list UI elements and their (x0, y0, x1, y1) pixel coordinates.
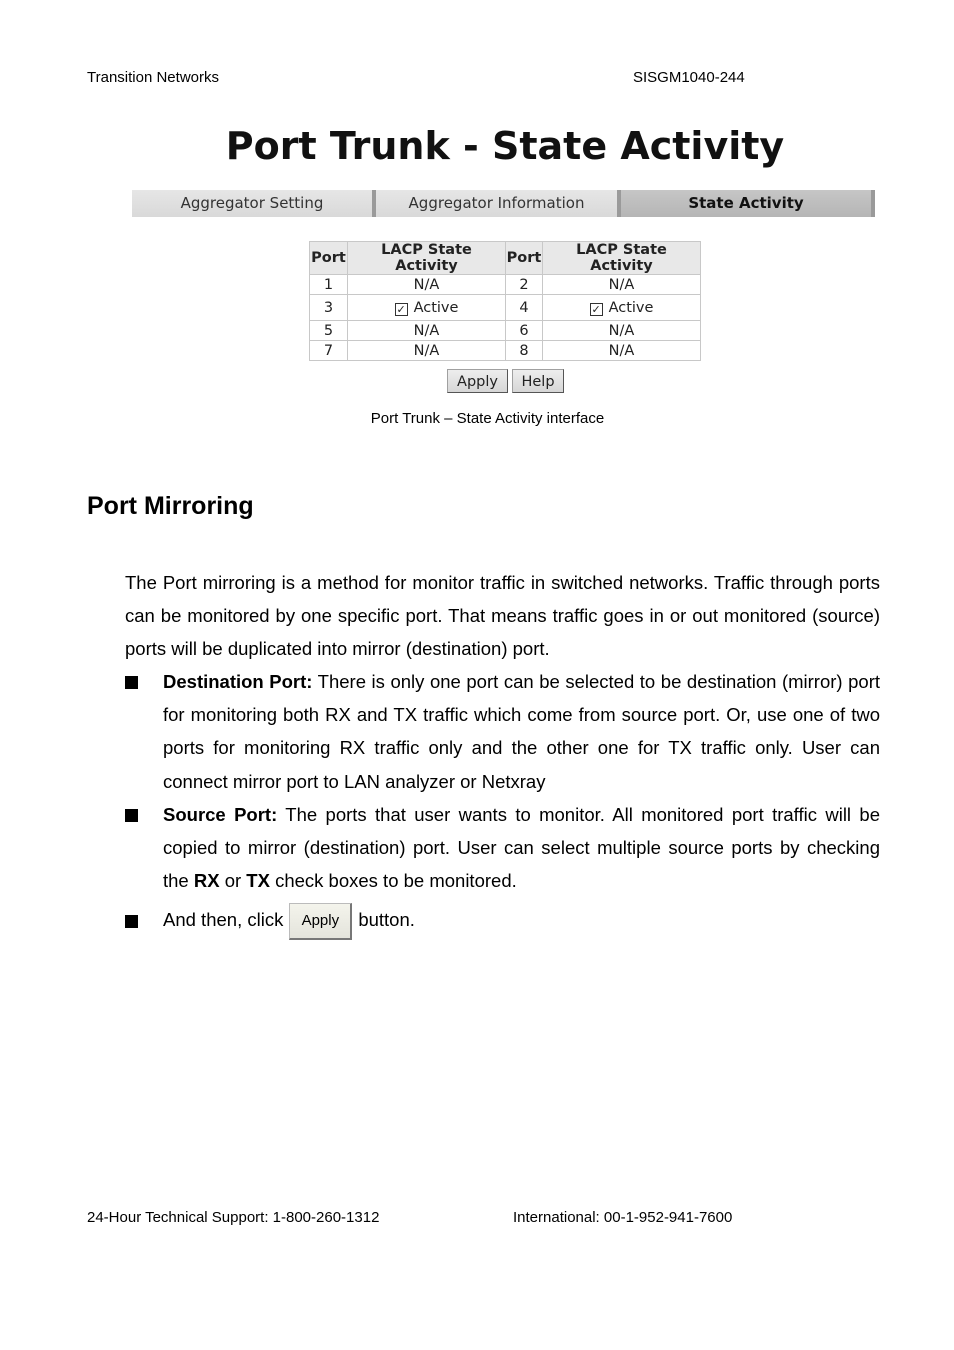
state-cell: N/A (543, 275, 701, 295)
port-cell: 4 (506, 295, 543, 321)
state-cell: N/A (348, 275, 506, 295)
item-text: or (219, 870, 247, 892)
port-cell: 2 (506, 275, 543, 295)
header-model: SISGM1040-244 (633, 69, 745, 86)
term-tx: TX (246, 870, 270, 892)
bullet-square-icon (125, 809, 138, 822)
col-port: Port (310, 242, 348, 275)
list-item-destination-port (163, 665, 880, 798)
table-row (310, 321, 701, 341)
table-row (310, 295, 701, 321)
state-label: Active (413, 299, 459, 316)
port-cell: 8 (506, 341, 543, 361)
help-button[interactable]: Help (512, 369, 564, 393)
figure-caption: Port Trunk – State Activity interface (370, 410, 605, 427)
item-text: check boxes to be monitored. (269, 870, 517, 892)
checkbox-checked-icon[interactable]: ✓ (396, 302, 406, 316)
state-cell: N/A (348, 321, 506, 341)
port-cell: 3 (310, 295, 348, 321)
screen-title: Port Trunk - State Activity (225, 124, 785, 168)
state-activity-table (309, 241, 701, 361)
footer-support: 24-Hour Technical Support: 1-800-260-1312 (87, 1209, 380, 1226)
apply-button[interactable]: Apply (447, 369, 508, 393)
term-rx: RX (193, 870, 220, 892)
state-cell: N/A (348, 341, 506, 361)
inline-apply-button: Apply (289, 903, 352, 940)
list-item-source-port (163, 798, 880, 898)
item-text: And then, click (163, 909, 284, 930)
bullet-square-icon (125, 915, 138, 928)
state-cell: N/A (543, 321, 701, 341)
bullet-square-icon (125, 676, 138, 689)
state-label: Active (608, 299, 654, 316)
section-heading: Port Mirroring (87, 492, 254, 520)
table-header-row (310, 242, 701, 275)
header-company: Transition Networks (87, 69, 219, 86)
table-row (310, 275, 701, 295)
port-cell: 1 (310, 275, 348, 295)
port-cell: 7 (310, 341, 348, 361)
col-lacp-state: LACP State Activity (348, 242, 506, 275)
state-cell (348, 295, 506, 321)
port-cell: 5 (310, 321, 348, 341)
tab-bar (132, 190, 875, 217)
tab-aggregator-information[interactable]: Aggregator Information (376, 190, 621, 217)
item-text: There is only one port can be selected to be destination (mirror) port for monitoring both RX and TX traffic which come from source port. Or, use one of two ports for monitoring RX traffic only and the other one for TX traffic only. User can connect mirror port to LAN analyzer or Netxray (163, 671, 880, 792)
item-text: button. (358, 909, 415, 930)
tab-aggregator-setting[interactable]: Aggregator Setting (132, 190, 376, 217)
list-item-apply (163, 902, 415, 940)
port-cell: 6 (506, 321, 543, 341)
footer-international: International: 00-1-952-941-7600 (513, 1209, 733, 1226)
table-row (310, 341, 701, 361)
col-lacp-state: LACP State Activity (543, 242, 701, 275)
term-source-port: Source Port: (163, 804, 278, 825)
state-cell: N/A (543, 341, 701, 361)
state-cell (543, 295, 701, 321)
intro-paragraph: The Port mirroring is a method for monitor traffic in switched networks. Traffic through ports can be monitored by one specific port. That means traffic goes in or out monitored (source) ports will be duplicated into mirror (destination) port. (125, 572, 880, 660)
term-destination-port: Destination Port: (163, 671, 313, 692)
tab-state-activity[interactable]: State Activity (621, 190, 875, 217)
col-port: Port (506, 242, 543, 275)
item-text: The ports that user wants to monitor. All monitored port traffic will be copied to mirror (destination) port. User can select multiple source ports by checking the (163, 804, 880, 892)
checkbox-checked-icon[interactable]: ✓ (591, 302, 601, 316)
